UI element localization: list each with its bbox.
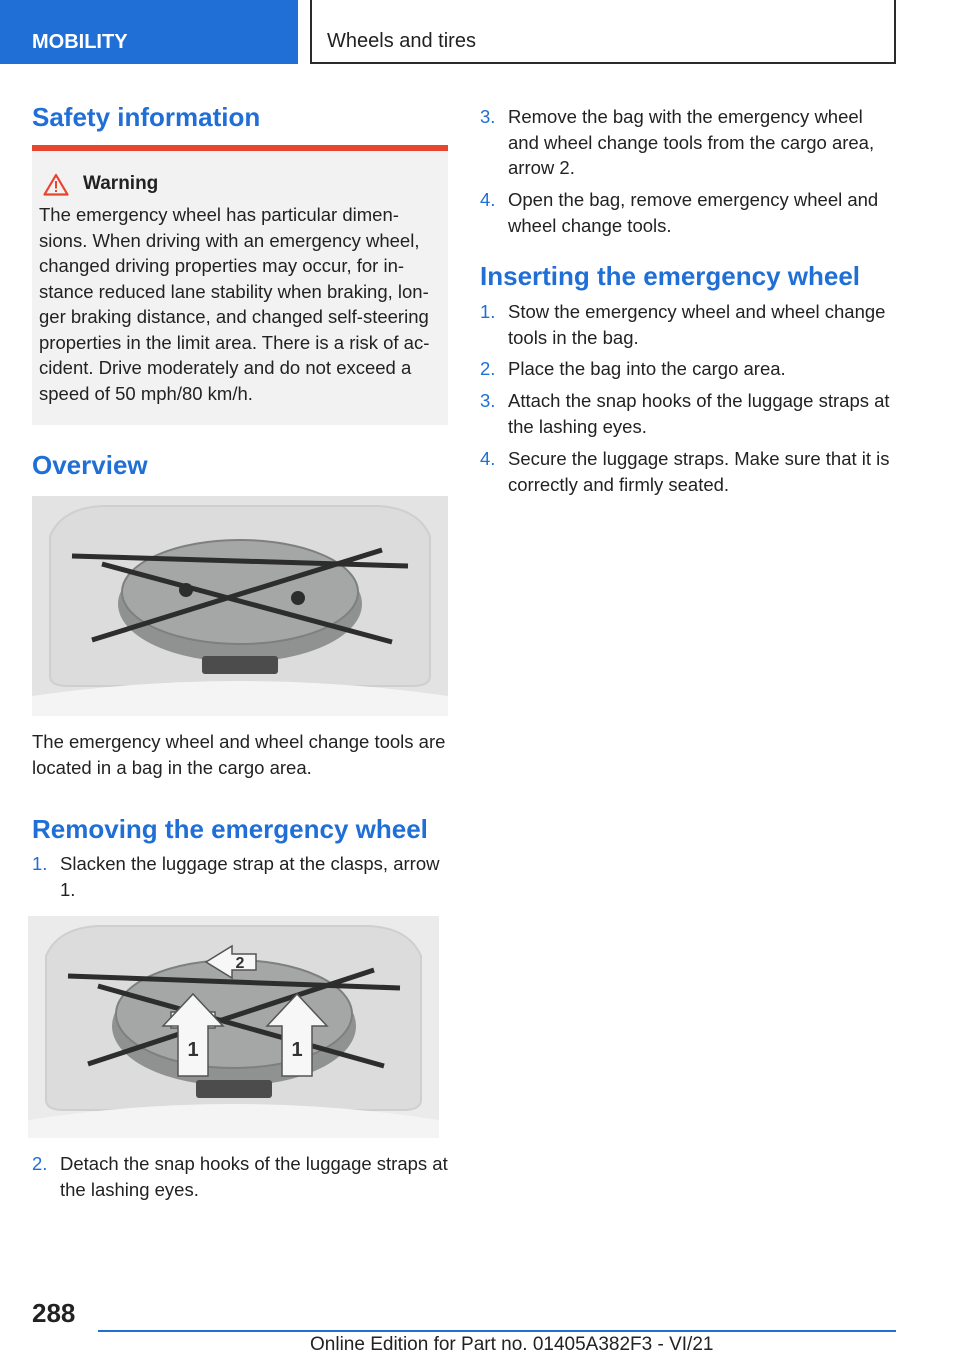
step-number: 2. [480, 358, 496, 379]
list-item [480, 299, 896, 350]
list-item [480, 446, 896, 497]
trunk-removal-illustration [28, 916, 439, 1138]
arrow-1-left-label: 1 [187, 1039, 199, 1061]
list-item [480, 104, 896, 181]
overview-heading: Overview [32, 450, 148, 480]
list-item [32, 851, 448, 902]
step-number: 4. [480, 448, 496, 469]
step-number: 1. [480, 301, 496, 322]
warning-text: The emergency wheel has particular dimensions. When driving with an emergency wheel, changed driving properties may occur, for instance reduced lane stability when braking, longer braking distance, and changed self-steering properties in the limit area. There is a risk of accident. Drive moderately and do not exceed a speed of 50 mph/80 km/h. [39, 204, 430, 404]
step-number: 2. [32, 1153, 48, 1174]
safety-heading: Safety information [32, 102, 261, 132]
step-text: Detach the snap hooks of the luggage straps at the lashing eyes. [60, 1153, 448, 1200]
trunk-overview-illustration [32, 496, 448, 716]
warning-triangle-icon [43, 173, 69, 196]
step-number: 3. [480, 106, 496, 127]
step-text: Place the bag into the cargo area. [508, 358, 786, 379]
step-text: Attach the snap hooks of the luggage straps at the lashing eyes. [508, 390, 890, 437]
arrow-1-right-label: 1 [291, 1039, 303, 1061]
footer-rule [98, 1330, 896, 1332]
step-number: 3. [480, 390, 496, 411]
step-text: Stow the emergency wheel and wheel change tools in the bag. [508, 301, 886, 348]
warning-header [39, 171, 440, 197]
step-text: Open the bag, remove emergency wheel and wheel change tools. [508, 189, 879, 236]
step-text: Slacken the luggage strap at the clasps, arrow 1. [60, 853, 440, 900]
step-text: Secure the luggage straps. Make sure that it is correctly and firmly seated. [508, 448, 890, 495]
list-item [480, 356, 896, 382]
list-item [32, 1151, 448, 1202]
warning-box [32, 151, 448, 425]
list-item [480, 187, 896, 238]
inserting-heading: Inserting the emergency wheel [480, 261, 861, 291]
page-number: 288 [32, 1298, 76, 1328]
edition-footer: Online Edition for Part no. 01405A382F3 - VI/21 [310, 1334, 714, 1355]
overview-caption: The emergency wheel and wheel change tools are located in a bag in the cargo area. [32, 731, 446, 778]
step-number: 4. [480, 189, 496, 210]
list-item [480, 388, 896, 439]
section-tab: MOBILITY [0, 0, 298, 64]
arrow-2-label: 2 [235, 955, 245, 972]
removing-heading: Removing the emergency wheel [32, 814, 428, 844]
step-number: 1. [32, 853, 48, 874]
warning-label: Warning [83, 173, 159, 194]
step-text: Remove the bag with the emergency wheel and wheel change tools from the cargo area, arrow 2. [508, 106, 875, 178]
trunk-overview-image [32, 496, 448, 716]
trunk-removal-image [28, 916, 439, 1138]
chapter-title: Wheels and tires [310, 0, 896, 64]
